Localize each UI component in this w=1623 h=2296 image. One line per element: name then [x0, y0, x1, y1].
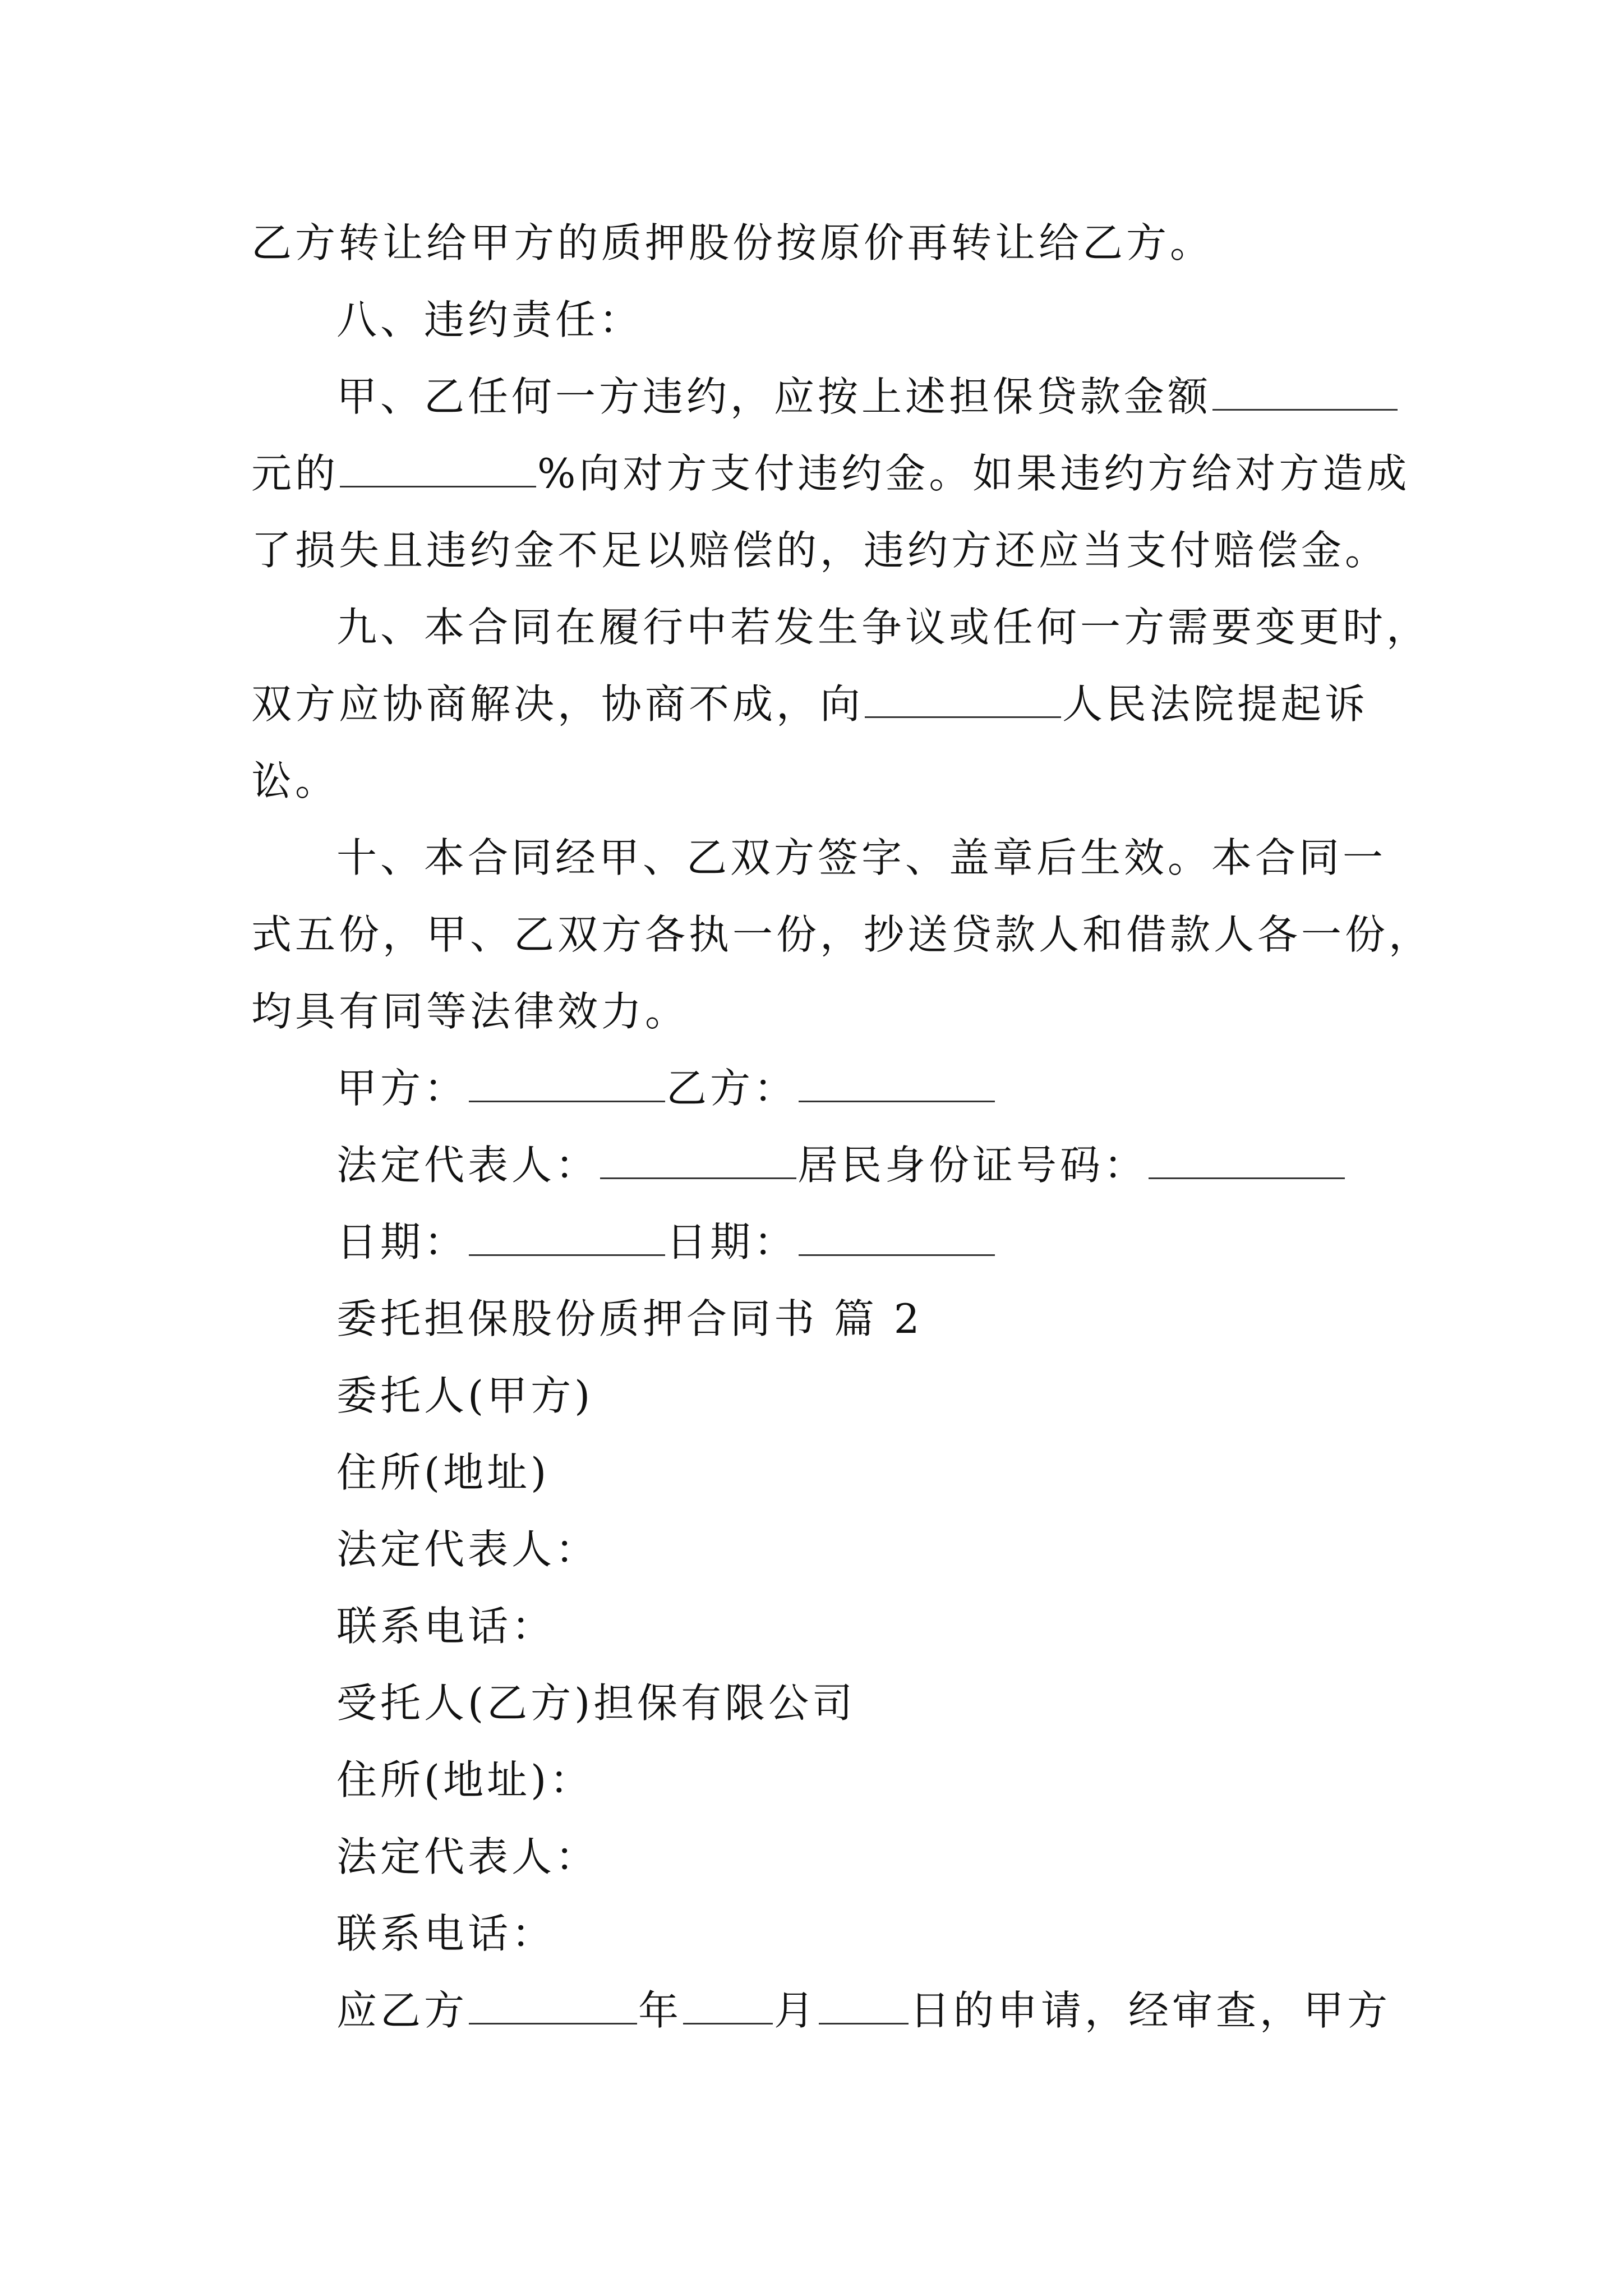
text: 乙方转让给甲方的质押股份按原价再转让给乙方。: [251, 219, 1214, 266]
field-principal: [336, 1368, 593, 1424]
text: 联系电话：: [336, 1910, 556, 1957]
text: 甲、乙任何一方违约，应按上述担保贷款金额: [336, 373, 1212, 420]
text: 住所(地址)：: [336, 1756, 594, 1803]
paragraph-line: [336, 599, 1430, 655]
blank-field-percentage: [340, 451, 536, 487]
text: 委托人(甲方): [336, 1372, 594, 1419]
text: 十、本合同经甲、乙双方签字、盖章后生效。本合同一: [336, 834, 1387, 881]
text: 年: [638, 1987, 683, 2034]
paragraph-line: [251, 907, 1432, 963]
text: 受托人(乙方)担保有限公司: [336, 1680, 856, 1727]
text: 月: [774, 1987, 818, 2034]
text: 住所(地址): [336, 1449, 550, 1496]
label-party-a: 甲方：: [336, 1065, 468, 1112]
text: 式五份，甲、乙双方各执一份，抄送贷款人和借款人各一份，: [251, 911, 1433, 958]
paragraph-line: [336, 1982, 1391, 2039]
blank-field-party-a: [469, 1066, 665, 1102]
paragraph-line: [251, 983, 689, 1039]
label-date-b: 日期：: [666, 1218, 798, 1266]
paragraph-line: [336, 830, 1386, 886]
blank-field-date-a: [469, 1220, 665, 1256]
label-id-number: 居民身份证号码：: [797, 1142, 1148, 1189]
paragraph-line: [251, 676, 1368, 732]
signature-parties: [336, 1060, 996, 1116]
paragraph-line: [251, 522, 1389, 578]
label-legal-rep: 法定代表人：: [336, 1142, 600, 1189]
blank-field-day: [819, 1988, 909, 2024]
blank-field-court: [865, 682, 1061, 718]
paragraph-line: [336, 369, 1399, 425]
section-title: [336, 1291, 923, 1347]
text: 讼。: [251, 757, 339, 804]
text: 委托担保股份质押合同书 篇 2: [336, 1295, 923, 1342]
section-heading-breach: [336, 292, 643, 348]
field-address: [336, 1444, 550, 1501]
blank-field-party-b: [799, 1066, 995, 1102]
paragraph-line: [251, 215, 1214, 271]
field-phone: [336, 1598, 555, 1654]
text: %向对方支付违约金。如果违约方给对方造成: [537, 450, 1410, 497]
field-legal-rep: [336, 1829, 599, 1885]
text: 日的申请，经审查，甲方: [910, 1987, 1391, 2034]
blank-field-legal-rep: [600, 1143, 796, 1179]
field-address: [336, 1752, 593, 1808]
label-date-a: 日期：: [336, 1218, 468, 1266]
paragraph-line: [251, 445, 1410, 501]
blank-field-month: [683, 1988, 773, 2024]
signature-dates: [336, 1214, 996, 1270]
blank-field-year: [469, 1988, 637, 2024]
text: 均具有同等法律效力。: [251, 988, 689, 1035]
field-phone: [336, 1906, 555, 1962]
blank-field-id-number: [1149, 1143, 1345, 1179]
field-legal-rep: [336, 1521, 599, 1577]
text: 双方应协商解决，协商不成，向: [251, 680, 864, 728]
blank-field-loan-amount: [1212, 374, 1398, 411]
text: 应乙方: [336, 1987, 468, 2034]
text: 法定代表人：: [336, 1526, 600, 1573]
text: 人民法院提起诉: [1062, 680, 1369, 728]
text: 法定代表人：: [336, 1833, 600, 1880]
text: 八、违约责任：: [336, 296, 643, 343]
text: 元的: [251, 450, 339, 497]
field-agent: [336, 1675, 856, 1731]
paragraph-line: [251, 753, 339, 809]
text: 九、本合同在履行中若发生争议或任何一方需要变更时，: [336, 604, 1431, 651]
text: 了损失且违约金不足以赔偿的，违约方还应当支付赔偿金。: [251, 527, 1389, 574]
signature-representative: [336, 1137, 1346, 1193]
text: 联系电话：: [336, 1603, 556, 1650]
label-party-b: 乙方：: [666, 1065, 798, 1112]
blank-field-date-b: [799, 1220, 995, 1256]
